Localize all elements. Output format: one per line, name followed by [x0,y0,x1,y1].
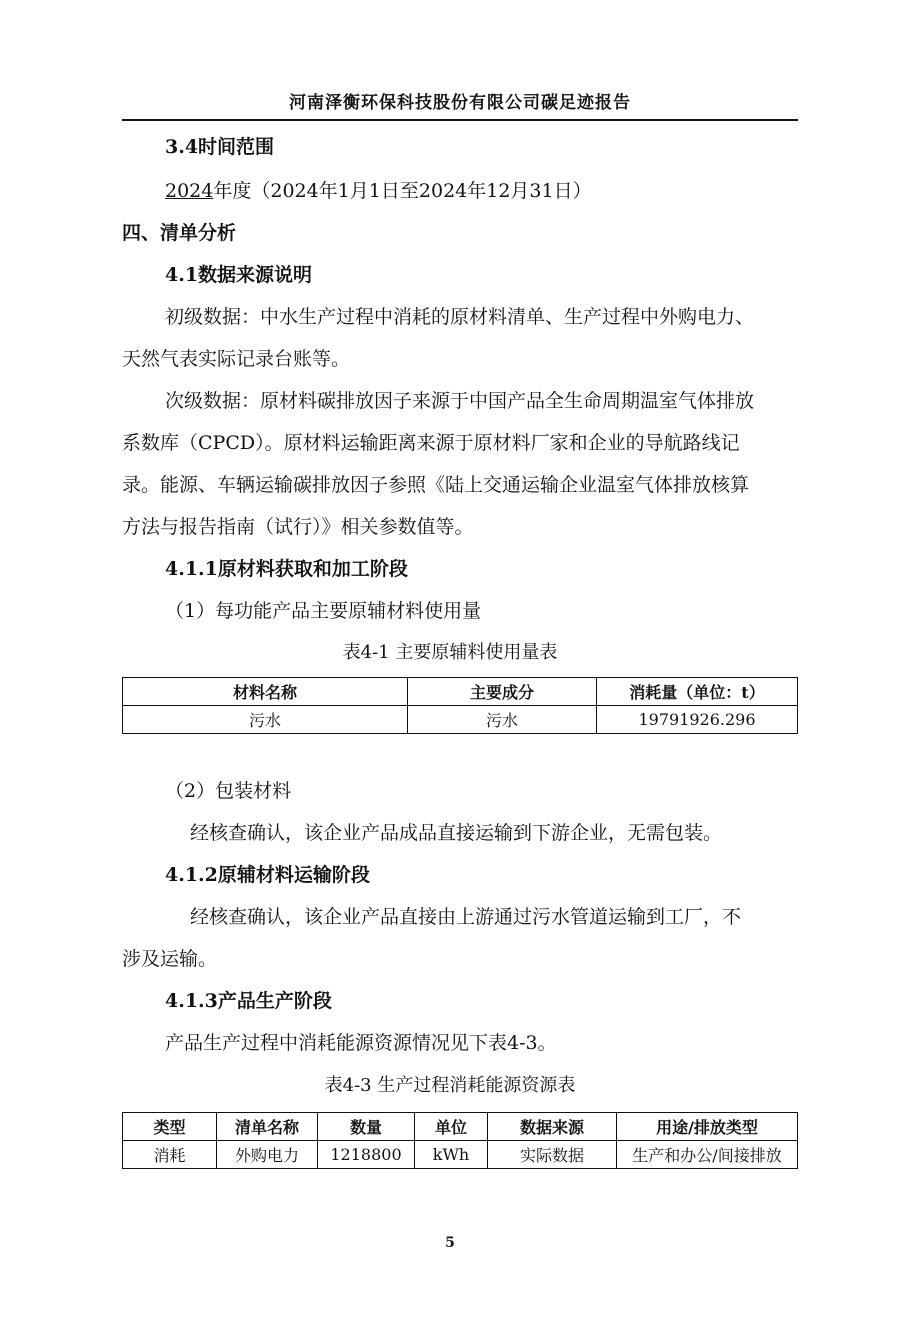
transport-text-line-2: 涉及运输。 [122,948,218,970]
table-cell: kWh [415,1141,488,1169]
time-range-text [165,176,592,203]
item-1: （1）每功能产品主要原辅材料使用量 [165,600,482,622]
table-header-cell: 主要成分 [408,678,597,706]
report-header: 河南泽衡环保科技股份有限公司碳足迹报告 [122,88,798,121]
section-3-4-title: 3.4时间范围 [165,136,275,158]
table-header-row [123,678,798,706]
table-cell: 污水 [408,706,597,734]
table-header-cell: 类型 [123,1113,217,1141]
secondary-data-line-1: 次级数据：原材料碳排放因子来源于中国产品全生命周期温室气体排放 [165,390,755,412]
section-4-1-1-title: 4.1.1原材料获取和加工阶段 [165,558,408,580]
table-row [123,1141,798,1169]
section-4-title: 四、清单分析 [122,222,237,244]
table-header-cell: 消耗量（单位：t） [597,678,798,706]
table-cell: 19791926.296 [597,706,798,734]
secondary-data-line-4: 方法与报告指南（试行）》相关参数值等。 [122,516,474,538]
primary-data-line-2: 天然气表实际记录台账等。 [122,348,351,370]
secondary-data-line-2: 系数库（CPCD）。原材料运输距离来源于原材料厂家和企业的导航路线记 [122,432,740,454]
secondary-data-line-3: 录。能源、车辆运输碳排放因子参照《陆上交通运输企业温室气体排放核算 [122,474,750,496]
table-header-cell: 材料名称 [123,678,408,706]
table-cell: 消耗 [123,1141,217,1169]
table-4-1 [122,677,798,734]
packaging-text: 经核查确认，该企业产品成品直接运输到下游企业，无需包装。 [190,822,723,844]
page-number: 5 [445,1235,455,1251]
primary-data-line-1: 初级数据：中水生产过程中消耗的原材料清单、生产过程中外购电力、 [165,306,755,328]
section-4-1-3-title: 4.1.3产品生产阶段 [165,990,332,1012]
table-header-cell: 用途/排放类型 [617,1113,798,1141]
table-cell: 生产和办公/间接排放 [617,1141,798,1169]
table-header-row [123,1113,798,1141]
table-header-cell: 数据来源 [488,1113,617,1141]
section-4-1-title: 4.1数据来源说明 [165,264,313,286]
table-row [123,706,798,734]
production-text: 产品生产过程中消耗能源资源情况见下表4-3。 [165,1032,557,1054]
table-cell: 外购电力 [217,1141,318,1169]
table-cell: 污水 [123,706,408,734]
transport-text-line-1: 经核查确认，该企业产品直接由上游通过污水管道运输到工厂，不 [190,906,742,928]
table-header-cell: 单位 [415,1113,488,1141]
year-underlined: 2024 [165,180,214,202]
table-cell: 1218800 [318,1141,415,1169]
table-header-cell: 清单名称 [217,1113,318,1141]
item-2: （2）包装材料 [165,780,292,802]
table-cell: 实际数据 [488,1141,617,1169]
table-header-cell: 数量 [318,1113,415,1141]
time-range-detail: 年度（2024年1月1日至2024年12月31日） [213,180,592,202]
table-4-1-caption: 表4-1 主要原辅料使用量表 [342,642,558,663]
table-4-3-caption: 表4-3 生产过程消耗能源资源表 [324,1075,576,1096]
section-4-1-2-title: 4.1.2原辅材料运输阶段 [165,864,370,886]
table-4-3 [122,1112,798,1169]
